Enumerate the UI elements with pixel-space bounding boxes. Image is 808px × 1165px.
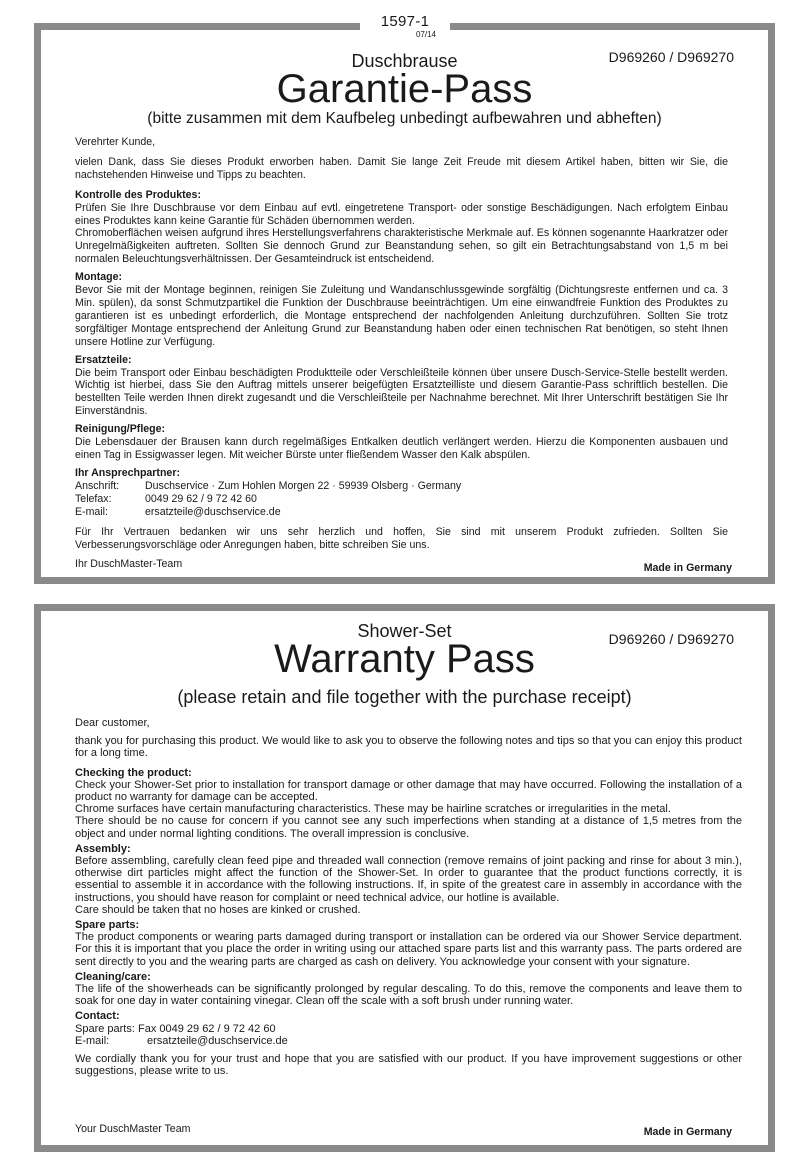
check-section (75, 767, 742, 840)
section-text: Before assembling, carefully clean feed pipe and threaded wall connection (remove remains of joint packing and rinse for about 3 min.), otherwise dirt particles might affect the function of the Shower-Set. In order to guarantee that the product functions correctly, it is essential to assemble it in accordance with the following instructions. If, in spite of the greatest care in assembly in accordance with the instructions, you should have reason for complaint or need technical advice, our hotline is available. (75, 855, 742, 904)
section-text: Chrome surfaces have certain manufacturing characteristics. These may be hairline scratches or irregularities in the metal. (75, 803, 671, 816)
spare-parts-section (75, 919, 742, 968)
fax-label: Telefax: (75, 492, 112, 505)
spare-parts-section (75, 354, 728, 419)
assembly-section (75, 843, 742, 916)
contact-section (75, 467, 728, 519)
address-value: Duschservice · Zum Hohlen Morgen 22 · 59939 Olsberg · Germany (145, 479, 462, 492)
check-section (75, 189, 728, 266)
english-warranty-panel (34, 604, 775, 1152)
section-text: Chromoberflächen weisen aufgrund ihres Herstellungsverfahrens charakteristische Merkmale auf. Es können sogenannte Haarkratzer oder Unregelmäßigkeiten auftreten. Sollten Sie dennoch Grund zur Beanstandung sehen, so gilt ein Betrachtungsabstand von 1,5 m bei normalen Beleuchtungsverhältnissen. Der Gesamteindruck ist entscheidend. (75, 227, 728, 266)
section-heading: Contact: (75, 1010, 120, 1023)
document-code-number: 1597-1 (380, 13, 430, 30)
address-label: Anschrift: (75, 479, 120, 492)
email-row (75, 506, 728, 519)
intro-paragraph: thank you for purchasing this product. We would like to ask you to observe the following notes and tips so that you can enjoy this product for a long time. (75, 735, 742, 760)
email-value: ersatzteile@duschservice.de (147, 1034, 288, 1047)
section-text: Bevor Sie mit der Montage beginnen, reinigen Sie Zuleitung und Wandanschlussgewinde sorgfältig (Dichtungsreste entfernen und ca. 3 Min. spülen), da sonst Schmutzpartikel die Funktion der Duschbrause beeinträchtigen. Um eine einwandfreie Funktion des Produktes zu garantieren ist es unbedingt erforderlich, die Montage entsprechend der nachfolgenden Anleitung durchzuführen. Sollten Sie trotz sorgfältiger Montage entsprechend der Anleitung Grund zur Beanstandung haben oder einen technischen Rat benötigen, so steht Ihnen unsere Hotline zur Verfügung. (75, 284, 728, 348)
email-value: ersatzteile@duschservice.de (145, 505, 281, 518)
page-title: Warranty Pass (274, 637, 535, 681)
spare-parts-fax: Spare parts: Fax 0049 29 62 / 9 72 42 60 (75, 1022, 276, 1035)
section-heading: Montage: (75, 271, 123, 284)
intro-paragraph: vielen Dank, dass Sie dieses Produkt erworben haben. Damit Sie lange Zeit Freude mit diesem Artikel haben, bitten wir Sie, die nachstehenden Hinweise und Tipps zu beachten. (75, 155, 728, 181)
section-text: The life of the showerheads can be significantly prolonged by regular descaling. To do this, remove the components and leave them to soak for one day in water containing vinegar. Clean off the scale with a soft brush under running water. (75, 983, 742, 1008)
retain-note: (bitte zusammen mit dem Kaufbeleg unbedingt aufbewahren und abheften) (147, 110, 662, 127)
section-heading: Cleaning/care: (75, 970, 151, 983)
page-title: Garantie-Pass (276, 67, 533, 111)
signature: Your DuschMaster Team (75, 1123, 191, 1135)
retain-note: (please retain and file together with the purchase receipt) (177, 687, 632, 707)
care-section (75, 971, 742, 1008)
body-text (75, 717, 742, 1081)
doc-numbers: D969260 / D969270 (608, 49, 734, 65)
greeting: Verehrter Kunde, (75, 136, 156, 148)
section-text: Prüfen Sie Ihre Duschbrause vor dem Einbau auf evtl. eingetretene Transport- oder sonstige Beschädigungen. Nach erfolgtem Einbau eines Produktes kann keine Garantie für Schäden übernommen werden. (75, 201, 728, 227)
care-section (75, 423, 728, 462)
section-heading: Kontrolle des Produktes: (75, 188, 201, 201)
fax-row (75, 493, 728, 506)
greeting: Dear customer, (75, 717, 150, 729)
email-label: E-mail: (75, 505, 108, 518)
closing-paragraph: Für Ihr Vertrauen bedanken wir uns sehr herzlich und hoffen, Sie sind mit unserem Produkt zufrieden. Sollten Sie Verbesserungsvorschläge oder Anregungen haben, bitte schreiben Sie uns. (75, 526, 728, 552)
section-text: Care should be taken that no hoses are kinked or crushed. (75, 903, 361, 916)
section-text: There should be no cause for concern if you cannot see any such imperfections when standing at a distance of 1,5 metres from the object and under normal lighting conditions. The overall impression is conclusive. (75, 815, 742, 840)
fax-value: 0049 29 62 / 9 72 42 60 (145, 492, 257, 505)
section-heading: Spare parts: (75, 919, 140, 932)
section-text: Die beim Transport oder Einbau beschädigten Produktteile oder Verschleißteile können über unsere Dusch-Service-Stelle bestellt werden. Wichtig ist hierbei, dass Sie den Auftrag mittels unserer beigefügten Ersatzteilliste und diesem Garantie-Pass schriftlich bestellen. Die bestellten Teile werden Ihnen direkt zugesandt und die Verschleißteile per Nachnahme berechnet. Mit Ihrer Unterschrift bestätigen Sie Ihr Einverständnis. (75, 366, 728, 418)
section-text: The product components or wearing parts damaged during transport or installation can be ordered via our Shower Service department. For this it is important that you place the order in writing using our attached spare parts list and this warranty pass. The parts ordered are sent directly to you and the wearing parts are charged as cash on delivery. You acknowledge your consent with your signature. (75, 931, 742, 968)
contact-section (75, 1010, 742, 1047)
email-label: E-mail: (75, 1034, 110, 1047)
address-row (75, 480, 728, 493)
section-heading: Ersatzteile: (75, 353, 132, 366)
assembly-section (75, 271, 728, 348)
document-code-date: 07/14 (415, 30, 436, 39)
section-text: Check your Shower-Set prior to installation for transport damage or other damage that may have occurred. Following the installation of a product no warranty for damage can be accepted. (75, 778, 742, 804)
signature: Ihr DuschMaster-Team (75, 558, 183, 570)
section-heading: Assembly: (75, 842, 131, 855)
body-text (75, 136, 728, 557)
product-name: Duschbrause (351, 51, 458, 71)
german-warranty-panel (34, 23, 775, 584)
made-in-label: Made in Germany (643, 1126, 732, 1138)
email-row (75, 1035, 742, 1047)
section-heading: Ihr Ansprechpartner: (75, 466, 180, 479)
document-code (360, 14, 450, 39)
closing-paragraph: We cordially thank you for your trust and hope that you are satisfied with our product. If you have improvement suggestions or other suggestions, please write to us. (75, 1053, 742, 1078)
product-name: Shower-Set (357, 621, 452, 641)
doc-numbers: D969260 / D969270 (608, 631, 734, 647)
made-in-label: Made in Germany (643, 562, 732, 574)
section-heading: Reinigung/Pflege: (75, 423, 166, 436)
section-heading: Checking the product: (75, 766, 192, 779)
section-text: Die Lebensdauer der Brausen kann durch regelmäßiges Entkalken deutlich verlängert werden. Hierzu die Komponenten ausbauen und einen Tag in Essigwasser legen. Mit weicher Bürste unter fließendem Wasser den Kalk abspülen. (75, 436, 728, 461)
